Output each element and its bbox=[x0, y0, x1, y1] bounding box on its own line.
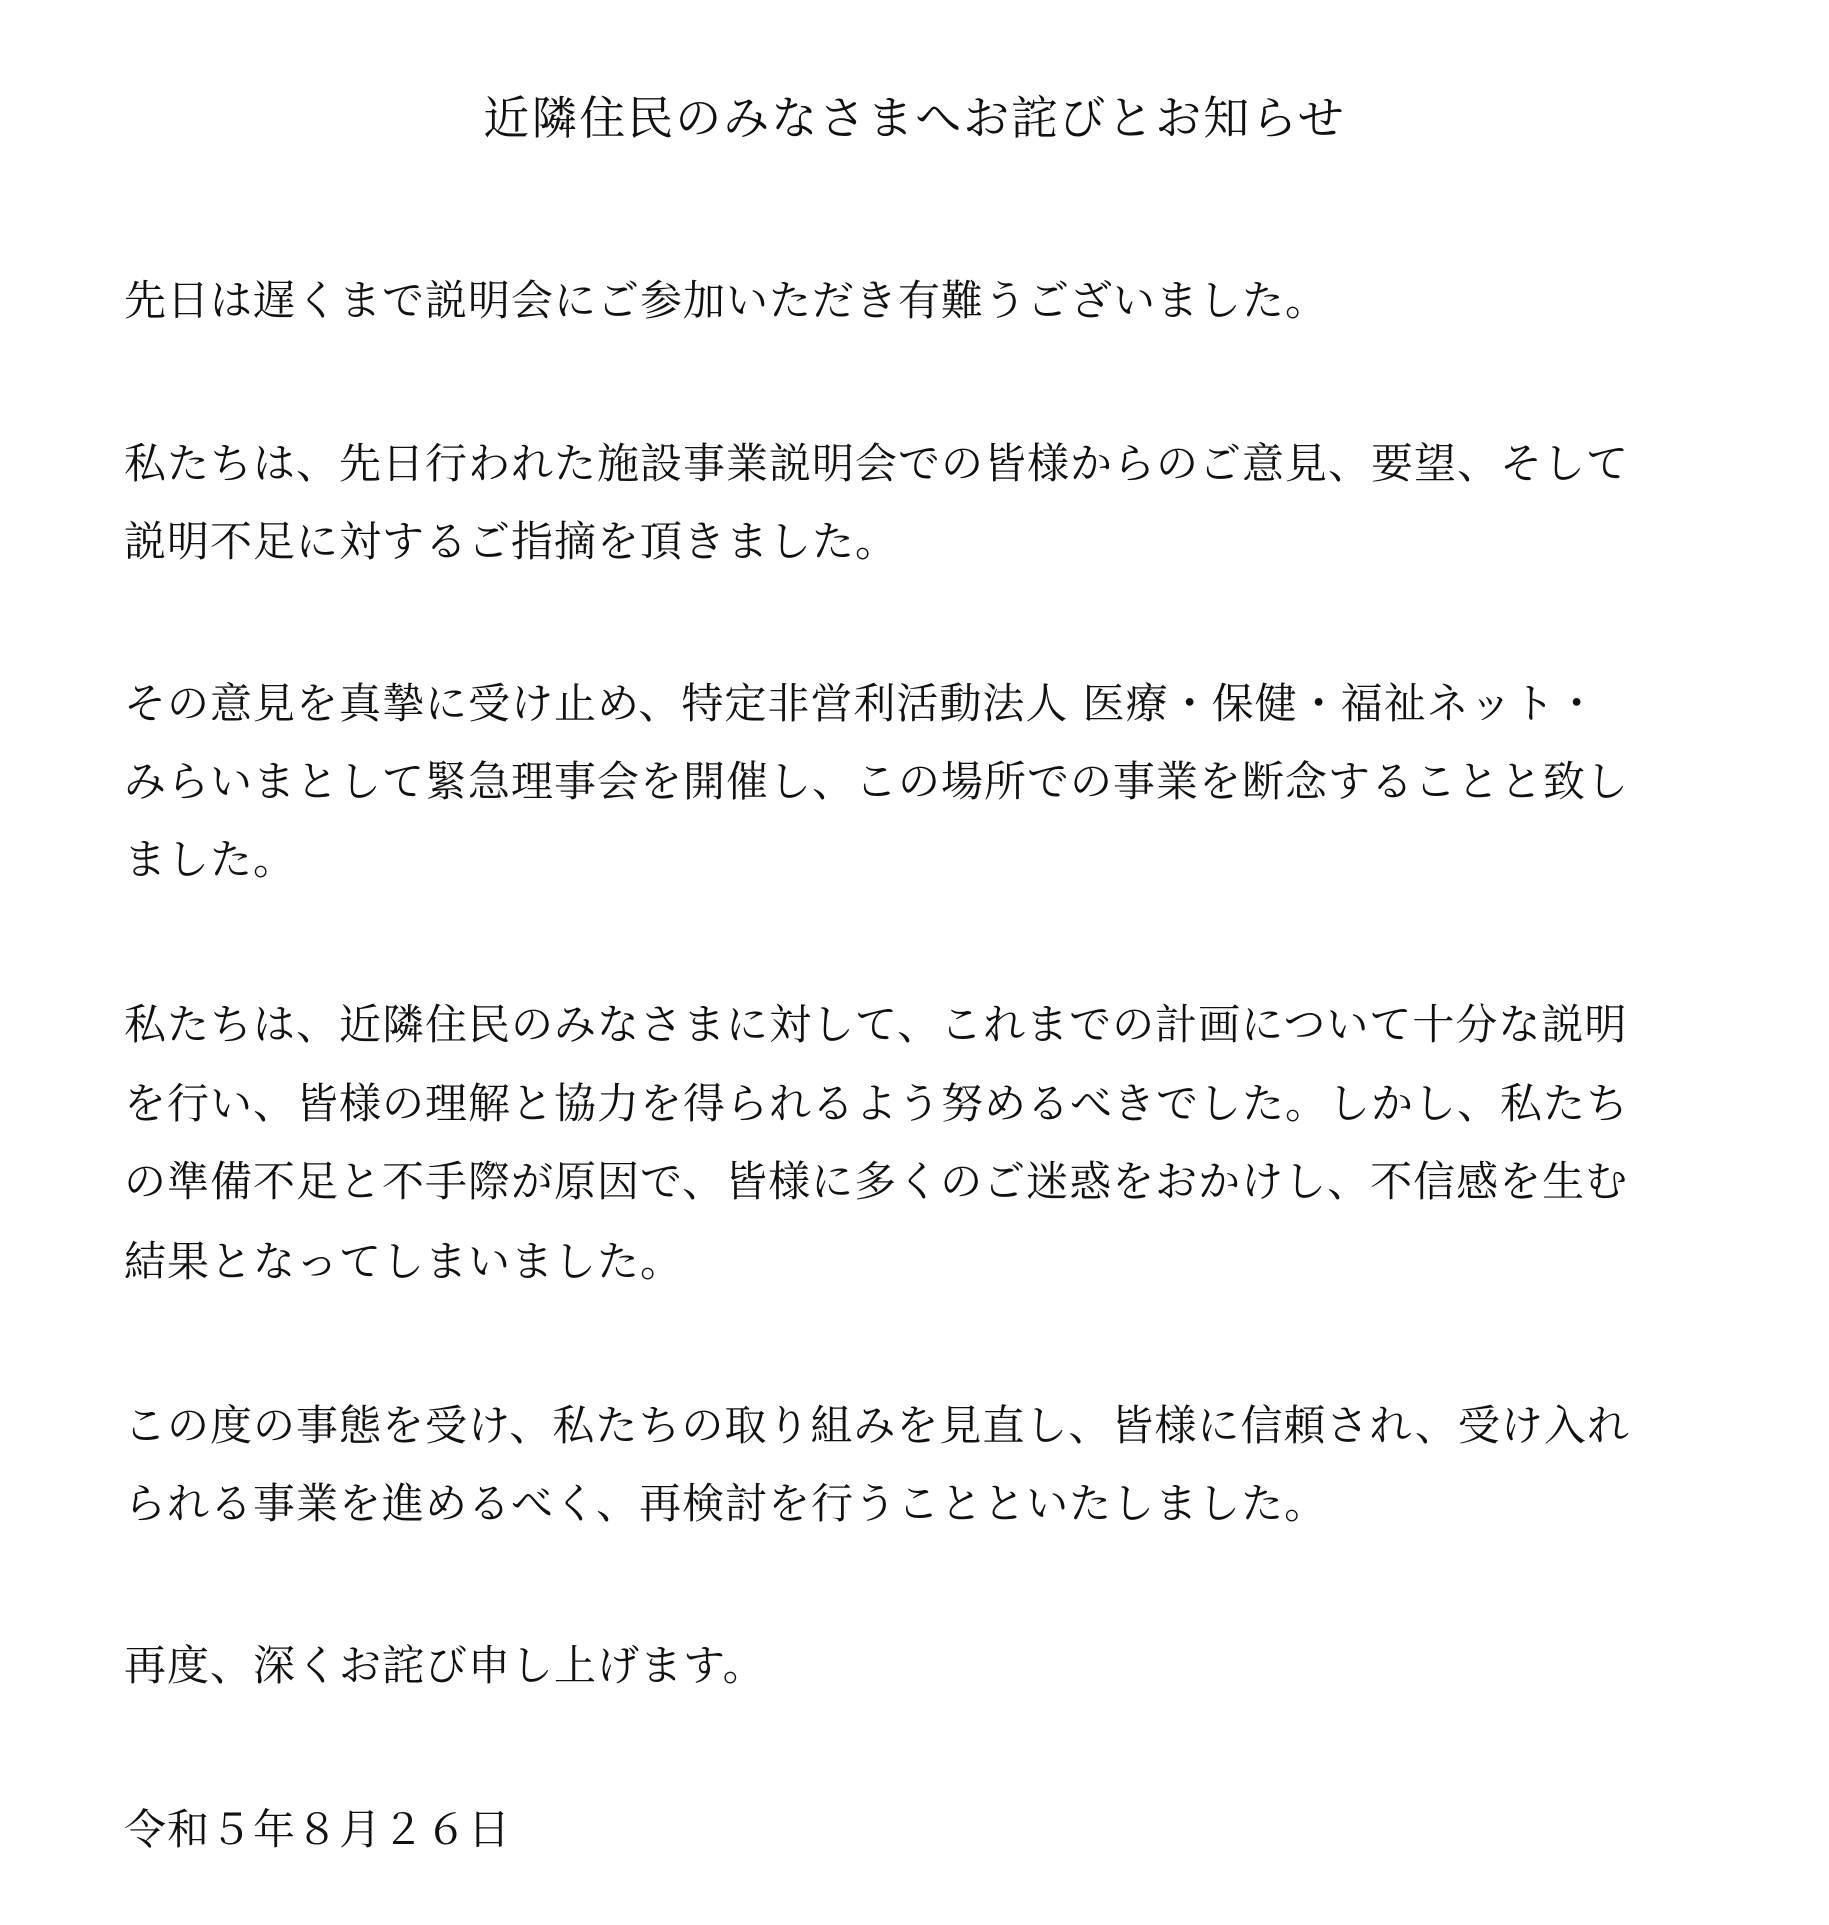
paragraph-4-line-4: 結果となってしまいました。 bbox=[124, 1237, 684, 1286]
paragraph-5-line-2: られる事業を進めるべく、再検討を行うことといたしました。 bbox=[124, 1479, 1328, 1528]
notice-title: 近隣住民のみなさまへお詫びとお知らせ bbox=[483, 91, 1346, 145]
paragraph-3-line-2: みらいまとして緊急理事会を開催し、この場所での事業を断念することと致し bbox=[124, 757, 1630, 806]
paragraph-3-line-1: その意見を真摯に受け止め、特定非営利活動法人 医療・保健・福祉ネット・ bbox=[124, 679, 1599, 728]
paragraph-3-line-3: ました。 bbox=[124, 835, 297, 884]
closing-apology: 再度、深くお詫び申し上げます。 bbox=[124, 1641, 766, 1690]
paragraph-1-line-1: 先日は遅くまで説明会にご参加いただき有難うございました。 bbox=[124, 276, 1329, 325]
paragraph-4-line-1: 私たちは、近隣住民のみなさまに対して、これまでの計画について十分な説明 bbox=[124, 1000, 1628, 1049]
paragraph-4-line-2: を行い、皆様の理解と協力を得られるよう努めるべきでした。しかし、私たち bbox=[124, 1079, 1630, 1128]
paragraph-2-line-2: 説明不足に対するご指摘を頂きました。 bbox=[124, 517, 899, 566]
paragraph-2-line-1: 私たちは、先日行われた施設事業説明会での皆様からのご意見、要望、そして bbox=[124, 439, 1630, 488]
paragraph-4-line-3: の準備不足と不手際が原因で、皆様に多くのご迷惑をおかけし、不信感を生む bbox=[124, 1157, 1629, 1206]
paragraph-5-line-1: この度の事態を受け、私たちの取り組みを見直し、皆様に信頼され、受け入れ bbox=[124, 1401, 1630, 1450]
notice-date: 令和５年８月２６日 bbox=[124, 1805, 512, 1854]
